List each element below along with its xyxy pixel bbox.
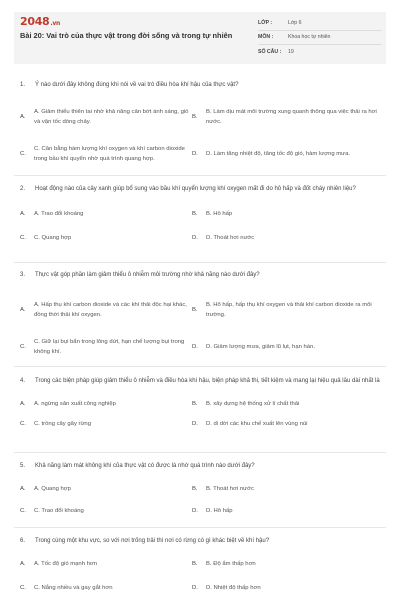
option-b[interactable] xyxy=(192,484,380,496)
question-header xyxy=(20,461,380,472)
option-letter: A. xyxy=(20,306,26,313)
divider xyxy=(14,366,386,367)
meta-key: MÔN : xyxy=(258,34,274,41)
option-letter: C. xyxy=(20,420,26,427)
option-letter: D. xyxy=(192,234,198,241)
option-text: A. Hấp thụ khí carbon dioxide và các khí thải độc hại khác, đồng thời thải khí oxygen. xyxy=(34,302,187,318)
option-text: B. Hô hấp, hấp thụ khí oxygen và thải khí carbon dioxide ra môi trường. xyxy=(206,302,372,318)
option-d[interactable] xyxy=(192,233,380,245)
option-b[interactable] xyxy=(192,559,380,571)
option-letter: A. xyxy=(20,560,26,567)
option-text: D. Nhiệt độ thấp hơn xyxy=(206,584,261,591)
option-text: D. Làm tăng nhiệt độ, tăng tốc độ gió, hàm lượng mưa. xyxy=(206,150,351,157)
option-letter: A. xyxy=(20,400,26,407)
option-a[interactable] xyxy=(20,484,196,496)
option-text: D. di dời các khu chế xuất lên vùng núi xyxy=(206,420,308,427)
quiz-header xyxy=(14,12,386,64)
option-letter: A. xyxy=(20,113,26,120)
question-number: 5. xyxy=(20,463,26,469)
option-letter: C. xyxy=(20,584,26,591)
option-letter: B. xyxy=(192,560,198,567)
meta-row-subject xyxy=(258,31,382,46)
option-a[interactable] xyxy=(20,209,196,221)
option-letter: A. xyxy=(20,485,26,492)
question-text: Trong cùng một khu vực, so với nơi trống trải thì nơi có rừng có gì khác biệt về khí hậu? xyxy=(35,538,270,544)
option-a[interactable] xyxy=(20,293,196,329)
logo-text: 2048 xyxy=(20,15,50,28)
divider xyxy=(14,527,386,528)
page-title: Bài 20: Vai trò của thực vật trong đời sống và trong tự nhiên xyxy=(20,31,233,40)
divider xyxy=(14,175,386,176)
option-text: C. trồng cây gây rừng xyxy=(34,420,91,427)
question-text: Ý nào dưới đây không đúng khi nói về vai trò điều hòa khí hậu của thực vật? xyxy=(35,82,239,88)
option-letter: B. xyxy=(192,210,198,217)
meta-row-grade xyxy=(258,16,382,31)
option-a[interactable] xyxy=(20,103,196,133)
question-number: 1. xyxy=(20,82,26,88)
meta-table xyxy=(258,16,382,60)
option-letter: D. xyxy=(192,584,198,591)
option-letter: A. xyxy=(20,210,26,217)
question-2 xyxy=(20,184,380,241)
option-d[interactable] xyxy=(192,583,380,595)
option-letter: D. xyxy=(192,507,198,514)
question-number: 4. xyxy=(20,378,26,384)
option-text: C. Trao đổi khoáng xyxy=(34,507,84,514)
question-text: Trong các biện pháp giúp giảm thiểu ô nhiễm và điều hòa khí hậu, biện pháp khả thi, tiết kiệm và mang lại hiệu quả lâu dài nhất là xyxy=(35,378,380,384)
option-text: A. Quang hợp xyxy=(34,485,71,492)
option-text: D. Hô hấp xyxy=(206,507,233,514)
option-a[interactable] xyxy=(20,559,196,571)
logo-tld: .vn xyxy=(50,20,60,27)
option-letter: C. xyxy=(20,234,26,241)
question-text: Khả năng làm mát không khí của thực vật có được là nhờ quá trình nào dưới đây? xyxy=(35,463,255,469)
option-b[interactable] xyxy=(192,399,380,411)
divider xyxy=(14,262,386,263)
meta-key: SỐ CÂU : xyxy=(258,49,282,56)
question-6 xyxy=(20,536,380,591)
option-b[interactable] xyxy=(192,209,380,221)
question-1 xyxy=(20,80,380,162)
option-text: B. xây dựng hệ thống xử lí chất thải xyxy=(206,400,300,407)
site-logo[interactable] xyxy=(20,15,60,28)
option-text: B. Thoát hơi nước xyxy=(206,485,254,492)
option-text: B. Hô hấp xyxy=(206,210,233,217)
question-4 xyxy=(20,376,380,427)
option-letter: D. xyxy=(192,343,198,350)
option-text: A. ngừng sản xuất công nghiệp xyxy=(34,400,116,407)
option-text: C. Nắng nhiều và gay gắt hơn xyxy=(34,584,113,591)
option-d[interactable] xyxy=(192,335,380,361)
option-letter: C. xyxy=(20,507,26,514)
question-3 xyxy=(20,270,380,355)
question-5 xyxy=(20,461,380,514)
option-a[interactable] xyxy=(20,399,196,411)
question-number: 6. xyxy=(20,538,26,544)
option-letter: D. xyxy=(192,420,198,427)
option-letter: C. xyxy=(20,150,26,157)
option-c[interactable] xyxy=(20,233,196,245)
option-letter: B. xyxy=(192,400,198,407)
option-text: A. Giảm thiểu thiên tai nhờ khả năng cản bớt ánh sáng, gió và vận tốc dòng chảy. xyxy=(34,109,189,125)
question-header xyxy=(20,376,380,387)
question-header xyxy=(20,270,380,281)
question-text: Hoạt động nào của cây xanh giúp bổ sung vào bầu khí quyển lượng khí oxygen mất đi do hô hấp và đốt cháy nhiên liệu? xyxy=(35,186,356,192)
meta-value: Lớp 6 xyxy=(288,19,302,26)
meta-key: LỚP : xyxy=(258,19,273,26)
option-d[interactable] xyxy=(192,137,380,173)
option-c[interactable] xyxy=(20,506,196,518)
option-text: C. Quang hợp xyxy=(34,234,72,241)
option-b[interactable] xyxy=(192,293,380,329)
option-letter: B. xyxy=(192,306,198,313)
option-text: C. Giữ lại bụi bẩn trong lông dứt, hạn chế lượng bụi trong không khí. xyxy=(34,339,185,355)
option-d[interactable] xyxy=(192,506,380,518)
option-text: D. Thoát hơi nước xyxy=(206,234,255,241)
question-header xyxy=(20,536,380,547)
question-number: 2. xyxy=(20,186,26,192)
option-letter: B. xyxy=(192,113,198,120)
question-number: 3. xyxy=(20,272,26,278)
question-text: Thực vật góp phần làm giảm thiểu ô nhiễm môi trường nhờ khả năng nào dưới đây? xyxy=(35,272,260,278)
option-c[interactable] xyxy=(20,419,196,431)
meta-value: 19 xyxy=(288,49,294,56)
option-text: D. Giảm lượng mưa, giảm lũ lụt, hạn hán. xyxy=(206,343,315,350)
meta-value: Khoa học tự nhiên xyxy=(288,34,331,41)
option-text: C. Cân bằng hàm lượng khí oxygen và khí carbon dioxide trong bầu khí quyển nhờ quá trình quang hợp. xyxy=(34,146,185,162)
option-text: B. Độ ẩm thấp hơn xyxy=(206,560,256,567)
option-text: A. Trao đổi khoáng xyxy=(34,210,84,217)
option-c[interactable] xyxy=(20,335,196,361)
option-letter: D. xyxy=(192,150,198,157)
option-c[interactable] xyxy=(20,583,196,595)
divider xyxy=(14,452,386,453)
question-header xyxy=(20,184,380,195)
option-b[interactable] xyxy=(192,103,380,133)
option-letter: C. xyxy=(20,343,26,350)
option-text: A. Tốc độ gió mạnh hơn xyxy=(34,560,98,567)
option-letter: B. xyxy=(192,485,198,492)
meta-row-count xyxy=(258,45,382,60)
option-d[interactable] xyxy=(192,419,380,431)
option-c[interactable] xyxy=(20,137,196,173)
question-header xyxy=(20,80,380,91)
option-text: B. Làm dịu mát môi trường xung quanh thông qua việc thải ra hơi nước. xyxy=(206,109,377,125)
